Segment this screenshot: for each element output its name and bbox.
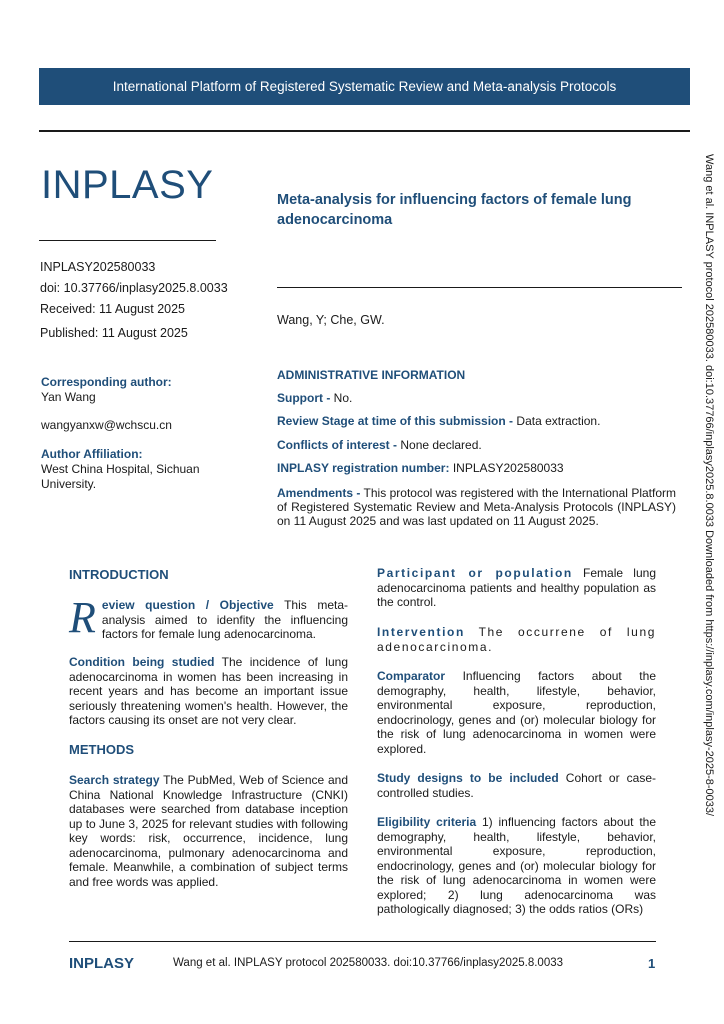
stage-value: Data extraction. [513,414,601,428]
support-value: No. [330,391,353,405]
eligibility-label: Eligibility criteria [377,815,477,829]
search-strategy [69,773,348,889]
amend-value: This protocol was registered with the International Platform of Registered Systematic Review and Meta-Analysis Protocols (INPLASY) on 11 August 2025 and was last updated on 11 August 2025. [277,486,677,528]
amend-label: Amendments - [277,486,361,500]
study-designs [377,771,656,800]
intervention [377,625,656,654]
affiliation-label: Author Affiliation: [41,447,143,461]
article-title: Meta-analysis for influencing factors of female lung adenocarcinoma [277,192,632,228]
support-label: Support - [277,391,331,405]
corresponding-author-label: Corresponding author: [41,375,172,389]
header-banner [39,68,690,105]
comparator [377,669,656,756]
footer-divider [69,941,656,942]
search-text: The PubMed, Web of Science and China National Knowledge Infrastructure (CNKI) databases were searched from database inception up to June 3, 2025 for relevant studies with following key words: risk, occurrence, incidence, lung adenocarcinoma, pulmonary adenocarcinoma and female. Meanwhile, a combination of subject terms and free words was applied. [69,773,348,889]
footer-citation: Wang et al. INPLASY protocol 202580033. doi:10.37766/inplasy2025.8.0033 [173,957,564,969]
author-email[interactable]: wangyanxw@wchscu.cn [41,418,172,432]
page-number: 1 [648,956,656,971]
study-designs-label: Study designs to be included [377,771,559,785]
eligibility-text: 1) influencing factors about the demography, health, lifestyle, behavior, environmental exposure, reproduction, endocrinology, genes and (or) molecular biology for the risk of lung adenocarcinoma in women were explored; 2) lung adenocarcinoma was pathologically diagnosed; 3) the odds ratios (ORs) [377,815,657,916]
admin-heading: ADMINISTRATIVE INFORMATION [277,368,466,382]
admin-conflicts [277,438,676,452]
conflicts-value: None declared. [397,438,482,452]
admin-amendments [277,486,676,528]
participants-label: Participant or population [377,566,573,580]
side-citation: Wang et al. INPLASY protocol 202580033. doi:10.37766/inplasy2025.8.0033 Downloaded from https://inplasy.com/inplasy-2025-8-0033/ [703,154,715,817]
published-date: Published: 11 August 2025 [40,326,188,340]
study-designs-text: Cohort or case-controlled studies. [377,771,656,800]
review-question-text: This meta-analysis aimed to idenfity the influencing factors for female lung adenocarcinoma. [101,598,349,641]
review-question-label: eview question / Objective [101,598,274,612]
methods-heading: METHODS [69,742,134,757]
participants-text: Female lung adenocarcinoma patients and healthy population as the control. [377,566,656,609]
intervention-label: Intervention [377,625,465,639]
inplasy-logo: INPLASY [41,163,214,207]
reg-value: INPLASY202580033 [449,461,564,475]
reg-label: INPLASY registration number: [277,461,450,475]
condition-studied [69,655,348,728]
condition-text: The incidence of lung adenocarcinoma in women has been increasing in recent years and has become an important issue seriously threatening women's health. However, the factors causing its onset are not very clear. [69,655,348,727]
review-question [69,593,349,642]
title-divider [277,287,682,288]
admin-support [277,391,676,405]
admin-stage [277,414,676,428]
corresponding-author-name: Yan Wang [41,390,96,404]
admin-registration [277,461,676,475]
logo-divider [39,240,216,241]
stage-label: Review Stage at time of this submission - [277,414,514,428]
registration-id: INPLASY202580033 [40,260,156,274]
search-label: Search strategy [69,773,160,787]
introduction-heading: INTRODUCTION [69,567,169,582]
eligibility-criteria [377,815,656,917]
top-divider [39,130,690,132]
received-date: Received: 11 August 2025 [40,302,186,316]
footer-logo: INPLASY [69,955,135,972]
intervention-text: The occurrene of lung adenocarcinoma. [377,625,656,654]
authors: Wang, Y; Che, GW. [277,313,385,327]
condition-label: Condition being studied [69,655,215,669]
drop-cap: R [69,593,96,642]
conflicts-label: Conflicts of interest - [277,438,398,452]
banner-text: International Platform of Registered Systematic Review and Meta-analysis Protocols [112,79,617,94]
comparator-text: Influencing factors about the demography, health, lifestyle, behavior, environmental exposure, reproduction, endocrinology, genes and (or) molecular biology for the risk of lung adenocarcinoma in women were explored. [377,669,656,756]
affiliation-text: West China Hospital, Sichuan University. [41,462,200,491]
comparator-label: Comparator [377,669,446,683]
participants [377,566,656,610]
doi-text[interactable]: doi: 10.37766/inplasy2025.8.0033 [40,281,228,295]
